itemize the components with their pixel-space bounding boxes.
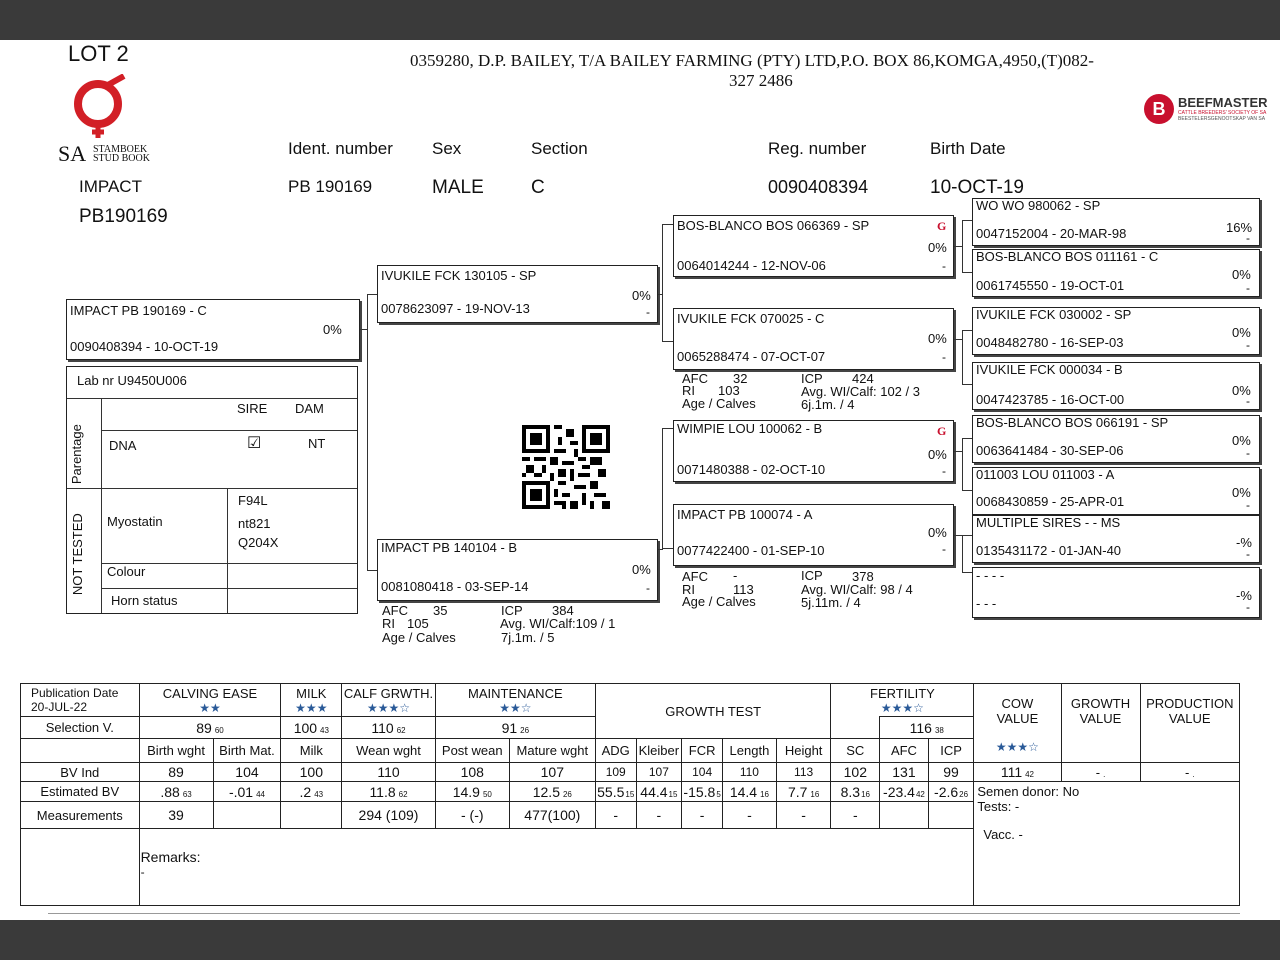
dd-title: IMPACT PB 100074 - A xyxy=(677,507,813,522)
est-acc: 26 xyxy=(562,789,572,799)
gen3-box-1 xyxy=(972,198,1260,246)
sd-avg-weight: Avg. WI/Calf: 102 / 3 xyxy=(801,384,920,399)
sd-ri-label: RI xyxy=(682,383,695,398)
col-header: Post wean xyxy=(435,739,509,763)
ss-title: BOS-BLANCO BOS 066369 - SP xyxy=(677,218,870,233)
est-cell xyxy=(723,782,777,802)
gen3-box-3 xyxy=(972,307,1260,355)
col-header: Mature wght xyxy=(509,739,595,763)
col-header: SC xyxy=(831,739,880,763)
dd-afc-value: - xyxy=(733,568,738,583)
sel-fert-acc: 38 xyxy=(934,725,944,735)
gen3-title: IVUKILE FCK 030002 - SP xyxy=(976,307,1132,322)
sel-maint-value: 91 xyxy=(501,719,518,736)
sel-calving-value: 89 xyxy=(196,719,212,736)
remarks-value: - xyxy=(140,865,145,879)
not-tested-label: NOT TESTED xyxy=(69,513,85,596)
sd-reg: 0065288474 - 07-OCT-07 xyxy=(677,349,826,364)
gen3-pct: 0% xyxy=(1232,267,1251,282)
bv-cell: 109 xyxy=(595,763,636,782)
dd-ri-value: 113 xyxy=(733,582,754,597)
semen-donor: Semen donor: No xyxy=(977,784,1080,799)
sel-calving xyxy=(139,717,281,739)
est-cell xyxy=(281,782,342,802)
gen3-reg: 0063641484 - 30-SEP-06 xyxy=(976,443,1124,458)
est-value: -15.8 xyxy=(683,783,716,800)
stamboek-line2: STUD BOOK xyxy=(93,153,150,164)
dam-dash: - xyxy=(646,581,650,595)
myostatin-q204x: Q204X xyxy=(238,535,279,550)
est-acc: 63 xyxy=(182,789,192,799)
est-value: 12.5 xyxy=(532,783,560,800)
beefmaster-name: BEEFMASTER xyxy=(1178,95,1268,110)
est-acc: 16 xyxy=(760,789,769,799)
sd-afc-label: AFC xyxy=(682,371,708,386)
meas-cell: 477(100) xyxy=(509,802,595,829)
est-label: Estimated BV xyxy=(21,782,140,802)
bv-cell: 104 xyxy=(682,763,723,782)
animal-code: PB190169 xyxy=(79,206,168,227)
gen3-pct: -% xyxy=(1236,535,1252,550)
table-row xyxy=(21,763,1240,782)
meas-cell: - xyxy=(776,802,831,829)
dna-dam-value: NT xyxy=(308,436,326,451)
gen3-title: WO WO 980062 - SP xyxy=(976,198,1101,213)
est-acc: 5 xyxy=(716,789,721,799)
bv-growth-value xyxy=(1061,763,1140,782)
col-header: ADG xyxy=(595,739,636,763)
bv-prod-number: - xyxy=(1184,764,1190,780)
gen3-title: 011003 LOU 011003 - A xyxy=(976,467,1115,482)
dam-afc-label: AFC xyxy=(382,603,408,618)
col-header: FCR xyxy=(682,739,723,763)
cow-value-header xyxy=(974,684,1061,763)
bv-prod-acc: . xyxy=(1192,769,1195,779)
bv-cell: 108 xyxy=(435,763,509,782)
publication-date: 20-JUL-22 xyxy=(31,700,88,714)
gen3-reg: 0047423785 - 16-OCT-00 xyxy=(976,392,1125,407)
lab-sire-header: SIRE xyxy=(237,401,268,416)
fertility-header xyxy=(831,684,974,717)
gen3-box-7 xyxy=(972,515,1260,563)
meas-label: Measurements xyxy=(21,802,140,829)
bottom-bar xyxy=(0,920,1280,960)
est-cell xyxy=(880,782,929,802)
bv-cow-value xyxy=(974,763,1061,782)
growth-value-label: GROWTH VALUE xyxy=(1070,696,1131,726)
col-header: AFC xyxy=(880,739,929,763)
sire-pct: 0% xyxy=(632,288,651,303)
dam-age-value: 7j.1m. / 5 xyxy=(501,630,555,645)
gen3-box-4 xyxy=(972,362,1260,410)
fertility-stars-icon: ★★★☆ xyxy=(880,700,924,715)
horn-status-label: Horn status xyxy=(111,593,178,608)
tests: Tests: - xyxy=(977,799,1020,814)
sel-milk-value: 100 xyxy=(293,719,318,736)
bv-label: BV Ind xyxy=(21,763,140,782)
semen-tests-cell xyxy=(974,782,1240,906)
footer-rule xyxy=(48,913,1240,914)
sd-ri-value: 103 xyxy=(718,383,740,398)
est-acc: 62 xyxy=(398,789,408,799)
beefmaster-logo-icon: B xyxy=(1144,94,1174,124)
gen3-box-5 xyxy=(972,415,1260,463)
col-header: Milk xyxy=(281,739,342,763)
sd-age-label: Age / Calves xyxy=(682,396,756,411)
lab-box xyxy=(66,366,358,614)
sire-dash: - xyxy=(646,305,650,319)
header-section: Section xyxy=(531,139,588,158)
gen3-pct: -% xyxy=(1236,588,1252,603)
est-cell xyxy=(636,782,682,802)
est-value: -23.4 xyxy=(883,783,915,800)
col-header: ICP xyxy=(928,739,974,763)
col-header: Kleiber xyxy=(636,739,682,763)
subject-title: IMPACT PB 190169 - C xyxy=(70,303,207,318)
gen3-title: BOS-BLANCO BOS 066191 - SP xyxy=(976,415,1169,430)
sel-maint xyxy=(435,717,595,739)
myostatin-f94l: F94L xyxy=(238,493,268,508)
bv-cell: 113 xyxy=(776,763,831,782)
stamboek-logo xyxy=(66,74,136,144)
est-acc: 16 xyxy=(810,789,820,799)
cow-value-stars-icon: ★★★☆ xyxy=(995,740,1039,754)
est-cell xyxy=(435,782,509,802)
meas-cell: - xyxy=(723,802,777,829)
meas-cell: 294 (109) xyxy=(342,802,436,829)
gen3-pct: 0% xyxy=(1232,433,1251,448)
est-acc: 44 xyxy=(256,789,265,799)
dam-reg: 0081080418 - 03-SEP-14 xyxy=(381,579,529,594)
top-bar xyxy=(0,0,1280,40)
calving-ease-stars-icon: ★★ xyxy=(199,700,221,715)
est-acc: 15 xyxy=(625,789,635,799)
est-value: -.01 xyxy=(228,783,254,800)
bv-cow-acc: 42 xyxy=(1025,770,1035,779)
sel-calving-acc: 60 xyxy=(214,725,224,735)
bv-prod-value xyxy=(1140,763,1239,782)
est-value: -2.6 xyxy=(934,783,959,800)
ds-dash: - xyxy=(942,464,946,478)
sel-milk-acc: 43 xyxy=(320,725,329,735)
est-cell xyxy=(342,782,436,802)
bv-cell: 131 xyxy=(880,763,929,782)
est-cell xyxy=(139,782,213,802)
est-value: 55.5 xyxy=(597,783,625,800)
dd-age-label: Age / Calves xyxy=(682,594,756,609)
gen3-reg: 0068430859 - 25-APR-01 xyxy=(976,494,1125,509)
publication-label: Publication Date xyxy=(31,686,119,700)
gen3-pct: 16% xyxy=(1226,220,1253,235)
table-row xyxy=(21,782,1240,802)
sire-box xyxy=(377,265,658,323)
gen3-reg: 0047152004 - 20-MAR-98 xyxy=(976,226,1127,241)
gen3-reg: - - - xyxy=(976,596,997,611)
ss-dash: - xyxy=(942,259,946,273)
dd-pct: 0% xyxy=(928,525,947,540)
ds-title: WIMPIE LOU 100062 - B xyxy=(677,421,823,436)
stamboek-line1: STAMBOEK xyxy=(93,144,148,155)
milk-header xyxy=(281,684,342,717)
bv-cow-number: 111 xyxy=(1000,764,1023,780)
gen3-reg: 0048482780 - 16-SEP-03 xyxy=(976,335,1124,350)
colour-label: Colour xyxy=(107,564,146,579)
sd-icp-value: 424 xyxy=(852,371,874,386)
calf-growth-header xyxy=(342,684,436,717)
header-sex: Sex xyxy=(432,139,462,158)
ss-reg: 0064014244 - 12-NOV-06 xyxy=(677,258,826,273)
bv-cell: 110 xyxy=(342,763,436,782)
myostatin-nt821: nt821 xyxy=(238,516,271,531)
dam-dam-box xyxy=(673,504,954,566)
col-header: Wean wght xyxy=(342,739,436,763)
est-value: .2 xyxy=(299,783,312,800)
gen3-dash: - xyxy=(1246,231,1250,245)
animal-ident: PB 190169 xyxy=(288,177,373,196)
gen3-dash: - xyxy=(1246,600,1250,614)
est-cell xyxy=(213,782,281,802)
bv-cell: 89 xyxy=(139,763,213,782)
dam-age-label: Age / Calves xyxy=(382,630,456,645)
calf-growth-stars-icon: ★★★☆ xyxy=(366,700,411,715)
est-acc: 50 xyxy=(482,789,492,799)
sel-calf-acc: 62 xyxy=(396,725,406,735)
est-value: 14.9 xyxy=(452,783,480,800)
est-value: 14.4 xyxy=(729,783,758,800)
col-header: Height xyxy=(776,739,831,763)
myostatin-label: Myostatin xyxy=(107,514,163,529)
dd-ri-label: RI xyxy=(682,582,695,597)
dna-label: DNA xyxy=(109,438,137,453)
qr-code xyxy=(522,425,610,509)
gen3-dash: - xyxy=(1246,547,1250,561)
production-value-header xyxy=(1140,684,1239,763)
meas-cell: - (-) xyxy=(435,802,509,829)
maintenance-header xyxy=(435,684,595,717)
est-cell xyxy=(831,782,880,802)
subject-pct: 0% xyxy=(323,322,342,337)
meas-cell xyxy=(928,802,974,829)
gen3-title: - - - - xyxy=(976,568,1005,583)
est-cell xyxy=(682,782,723,802)
est-acc: 26 xyxy=(959,789,969,799)
sd-afc-value: 32 xyxy=(733,371,748,386)
bv-growth-number: - xyxy=(1095,764,1101,780)
gen3-dash: - xyxy=(1246,338,1250,352)
maintenance-label: MAINTENANCE xyxy=(468,685,563,701)
gen3-reg: 0135431172 - 01-JAN-40 xyxy=(976,543,1122,558)
dd-icp-value: 378 xyxy=(852,569,874,584)
header-ident: Ident. number xyxy=(288,139,393,158)
dam-afc-value: 35 xyxy=(433,603,448,618)
bv-cell: 107 xyxy=(636,763,682,782)
header-birth: Birth Date xyxy=(930,139,1006,158)
gen3-pct: 0% xyxy=(1232,325,1251,340)
est-cell xyxy=(595,782,636,802)
milk-stars-icon: ★★★ xyxy=(295,700,328,715)
remarks-cell xyxy=(139,829,974,906)
bv-cell: 100 xyxy=(281,763,342,782)
est-cell xyxy=(928,782,974,802)
col-header: Length xyxy=(723,739,777,763)
sd-title: IVUKILE FCK 070025 - C xyxy=(677,311,825,326)
subject-reg: 0090408394 - 10-OCT-19 xyxy=(70,339,219,354)
bv-cell: 107 xyxy=(509,763,595,782)
lab-dam-header: DAM xyxy=(295,401,324,416)
publication-cell xyxy=(21,684,140,717)
dam-ri-value: 105 xyxy=(407,616,429,631)
remarks-label: Remarks: xyxy=(140,849,201,865)
bv-cell: 110 xyxy=(723,763,777,782)
growth-test-header: GROWTH TEST xyxy=(595,684,831,739)
est-acc: 43 xyxy=(314,789,324,799)
beefmaster-sub1: CATTLE BREEDERS' SOCIETY OF SA xyxy=(1178,110,1267,116)
animal-name: IMPACT xyxy=(79,177,142,196)
gen3-dash: - xyxy=(1246,498,1250,512)
est-acc: 16 xyxy=(861,789,870,799)
gen3-pct: 0% xyxy=(1232,383,1251,398)
calf-growth-label: CALF GRWTH. xyxy=(343,685,434,701)
animal-sex: MALE xyxy=(432,177,484,198)
sire-reg: 0078623097 - 19-NOV-13 xyxy=(381,301,530,316)
dd-avg-weight: Avg. WI/Calf: 98 / 4 xyxy=(801,582,913,597)
est-acc: 42 xyxy=(915,789,925,799)
production-value-label: PRODUCTION VALUE xyxy=(1146,696,1234,726)
owner-line-1: 0359280, D.P. BAILEY, T/A BAILEY FARMING (PTY) LTD,P.O. BOX 86,KOMGA,4950,(T)082- xyxy=(410,51,1094,70)
meas-cell: - xyxy=(595,802,636,829)
meas-cell: - xyxy=(682,802,723,829)
bv-cell: 102 xyxy=(831,763,880,782)
col-header: Birth wght xyxy=(139,739,213,763)
gt-icon: G xyxy=(937,219,947,233)
dam-icp-label: ICP xyxy=(501,603,523,618)
beefmaster-sub2: BEESTELERSGENOOTSKAP VAN SA xyxy=(1178,116,1266,122)
bv-cell: 104 xyxy=(213,763,281,782)
sd-pct: 0% xyxy=(928,331,947,346)
dd-afc-label: AFC xyxy=(682,569,708,584)
breeding-values-table xyxy=(20,683,1240,906)
animal-birth: 10-OCT-19 xyxy=(930,177,1024,198)
dam-sire-box xyxy=(673,420,954,482)
parentage-label: Parentage xyxy=(68,424,84,485)
sire-dam-box xyxy=(673,308,954,370)
header-reg: Reg. number xyxy=(768,139,867,158)
est-value: 11.8 xyxy=(369,783,396,800)
sd-age-value: 6j.1m. / 4 xyxy=(801,397,855,412)
calving-ease-label: CALVING EASE xyxy=(162,685,258,701)
cow-value-label: COW VALUE xyxy=(996,696,1039,726)
animal-reg: 0090408394 xyxy=(768,177,869,197)
vaccinations: Vacc. - xyxy=(983,827,1023,842)
gen3-dash: - xyxy=(1246,446,1250,460)
sd-icp-label: ICP xyxy=(801,371,823,386)
dd-age-value: 5j.11m. / 4 xyxy=(801,595,861,610)
sel-calf xyxy=(342,717,436,739)
owner-line-2: 327 2486 xyxy=(729,71,793,90)
dam-ri-label: RI xyxy=(382,616,395,631)
dam-title: IMPACT PB 140104 - B xyxy=(381,540,518,555)
gen3-box-6 xyxy=(972,467,1260,515)
growth-value-header xyxy=(1061,684,1140,763)
sire-title: IVUKILE FCK 130105 - SP xyxy=(381,268,537,283)
gen3-box-2 xyxy=(972,249,1260,297)
milk-label: MILK xyxy=(296,685,327,701)
meas-cell: - xyxy=(636,802,682,829)
dam-pct: 0% xyxy=(632,562,651,577)
lot-number: LOT 2 xyxy=(68,41,129,66)
sel-maint-acc: 26 xyxy=(520,725,530,735)
sel-calf-value: 110 xyxy=(371,719,394,736)
calving-ease-header xyxy=(139,684,281,717)
gen3-reg: 0061745550 - 19-OCT-01 xyxy=(976,278,1125,293)
gen3-title: MULTIPLE SIRES - - MS xyxy=(976,515,1121,530)
sel-milk xyxy=(281,717,342,739)
ss-pct: 0% xyxy=(928,240,947,255)
gen3-title: IVUKILE FCK 000034 - B xyxy=(976,362,1123,377)
dam-avg-weight: Avg. WI/Calf:109 / 1 xyxy=(500,616,616,631)
selection-label: Selection V. xyxy=(21,717,140,739)
sire-sire-box xyxy=(673,215,954,277)
animal-section: C xyxy=(531,177,545,198)
est-cell xyxy=(776,782,831,802)
gen3-box-8 xyxy=(972,567,1260,618)
est-cell xyxy=(509,782,595,802)
meas-cell: - xyxy=(831,802,880,829)
dam-icp-value: 384 xyxy=(552,603,574,618)
maintenance-stars-icon: ★★☆ xyxy=(499,700,532,715)
sel-fert xyxy=(880,717,974,739)
lab-number: Lab nr U9450U006 xyxy=(77,373,187,388)
dam-box xyxy=(377,539,658,601)
col-header: Birth Mat. xyxy=(213,739,281,763)
sd-dash: - xyxy=(942,350,946,364)
est-value: 44.4 xyxy=(640,783,668,800)
est-value: 7.7 xyxy=(787,783,808,800)
meas-cell xyxy=(213,802,281,829)
dna-sire-check-icon: ☑ xyxy=(247,435,262,452)
gen3-dash: - xyxy=(1246,281,1250,295)
bv-growth-acc: . xyxy=(1103,769,1106,779)
est-acc: 15 xyxy=(668,789,678,799)
bv-cell: 99 xyxy=(928,763,974,782)
sel-fert-value: 116 xyxy=(909,719,932,736)
subject-box xyxy=(66,299,360,360)
ds-pct: 0% xyxy=(928,447,947,462)
meas-cell: 39 xyxy=(139,802,213,829)
meas-cell xyxy=(880,802,929,829)
dd-icp-label: ICP xyxy=(801,568,823,583)
meas-cell xyxy=(281,802,342,829)
stamboek-sa: SA xyxy=(58,141,87,166)
fertility-label: FERTILITY xyxy=(870,685,935,701)
ds-reg: 0071480388 - 02-OCT-10 xyxy=(677,462,826,477)
gen3-title: BOS-BLANCO BOS 011161 - C xyxy=(976,249,1159,264)
dd-reg: 0077422400 - 01-SEP-10 xyxy=(677,543,825,558)
gen3-dash: - xyxy=(1246,394,1250,408)
gt-icon: G xyxy=(937,424,947,438)
gen3-pct: 0% xyxy=(1232,485,1251,500)
dd-dash: - xyxy=(942,542,946,556)
est-value: 8.3 xyxy=(840,783,861,800)
est-value: .88 xyxy=(160,783,180,800)
